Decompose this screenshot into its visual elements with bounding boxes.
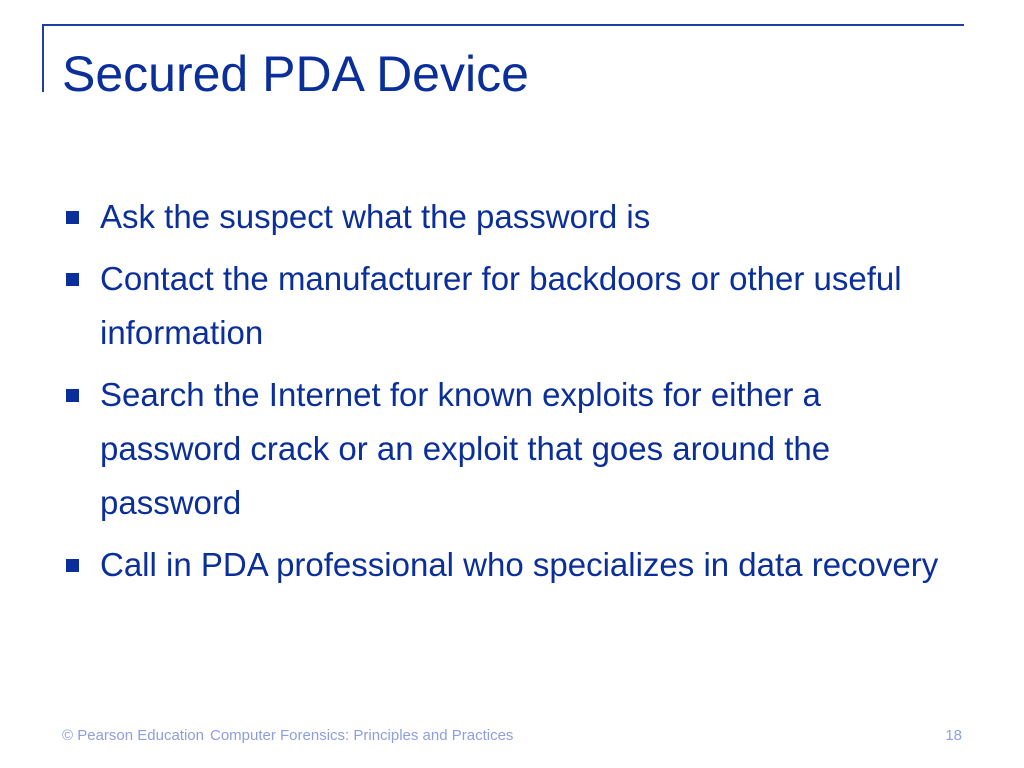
footer-course-title: Computer Forensics: Principles and Practices <box>209 727 514 744</box>
bullet-item <box>64 368 944 530</box>
bullet-item <box>64 252 944 360</box>
title-frame-top-line <box>42 24 964 26</box>
square-bullet-icon <box>66 211 79 224</box>
bullet-text: Search the Internet for known exploits for either a password crack or an exploit that goes around the password <box>100 376 831 521</box>
bullet-text: Contact the manufacturer for backdoors or other useful information <box>100 260 902 351</box>
footer <box>62 727 513 745</box>
slide-title: Secured PDA Device <box>62 46 529 102</box>
footer-copyright: © Pearson Education <box>62 727 204 744</box>
square-bullet-icon <box>66 559 79 572</box>
bullet-text: Call in PDA professional who specializes in data recovery <box>100 546 939 583</box>
square-bullet-icon <box>66 389 79 402</box>
page-number: 18 <box>945 727 962 744</box>
square-bullet-icon <box>66 273 79 286</box>
bullet-list <box>64 190 944 600</box>
title-frame-left-line <box>42 24 44 92</box>
bullet-item <box>64 190 944 244</box>
bullet-text: Ask the suspect what the password is <box>100 198 651 235</box>
bullet-item <box>64 538 944 592</box>
